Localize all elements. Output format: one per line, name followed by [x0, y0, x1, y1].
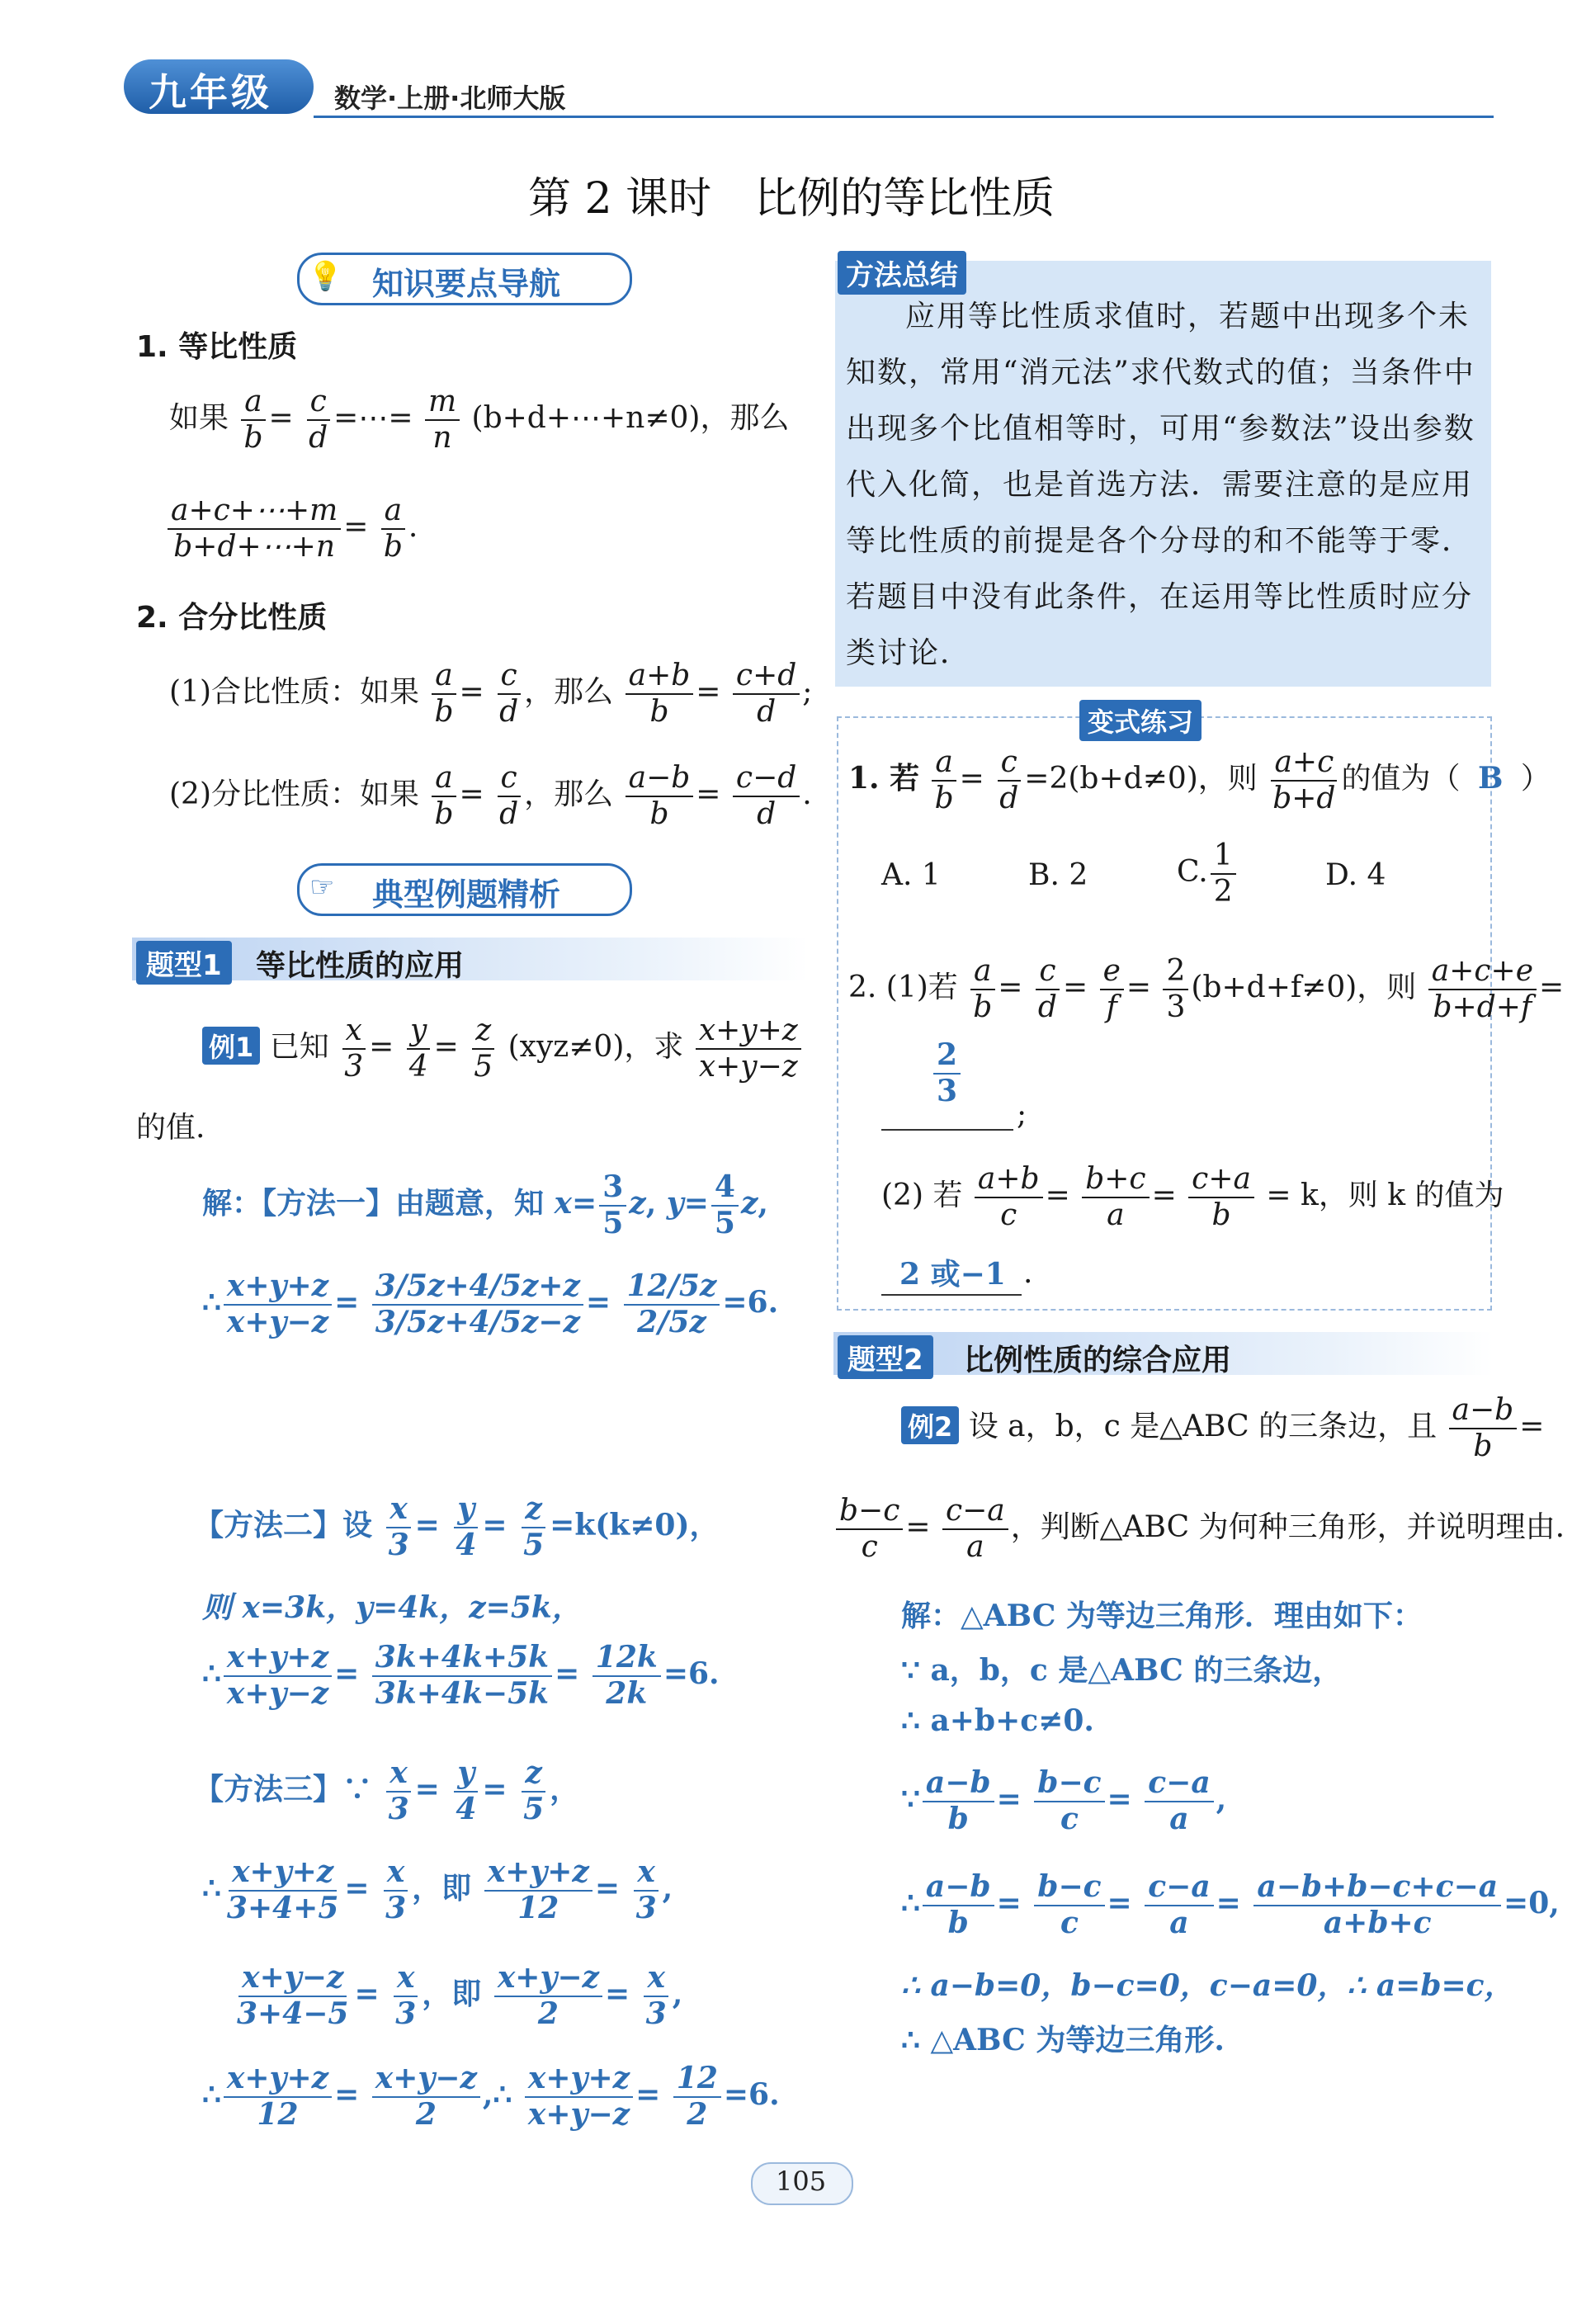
example2-badge: 例2: [901, 1406, 959, 1444]
practice-q2-1: 2. (1)若 $\frac{a}{b}$ = $\frac{c}{d}$ = $\frac{e}{f}$ = $\frac{2}{3}$ (b+d+f≠0)，则 $\frac{a+c+e}{b+d+f}$ =: [848, 954, 1565, 1024]
q1-option-c: C. $\frac{1}{2}$: [1177, 840, 1239, 908]
item2-1-formula: (1)合比性质：如果 $\frac{a}{b}$ = $\frac{c}{d}$ ，那么 $\frac{a+b}{b}$ = $\frac{c+d}{d}$ ;: [169, 659, 813, 729]
q1-option-a: A. 1: [881, 858, 941, 892]
example1-badge: 例1: [202, 1027, 260, 1065]
practice-q1: 1. 若 $\frac{a}{b}$ = $\frac{c}{d}$ =2(b+d≠0)，则 $\frac{a+c}{b+d}$ 的值为（ B ）: [848, 745, 1551, 815]
page-title: 第 2 课时 比例的等比性质: [528, 174, 1055, 224]
solution-method2-calc: ∴ $\frac{x+y+z}{x+y-z}$ = $\frac{3k+4k+5k}{3k+4k-5k}$ = $\frac{12k}{2k}$ =6.: [202, 1640, 720, 1711]
q2-1-semicolon: ;: [1017, 1098, 1027, 1131]
item1-formula: 如果 $\frac{a}{b}$ = $\frac{c}{d}$ =⋯= $\frac{m}{n}$ (b+d+⋯+n≠0)，那么: [169, 385, 790, 455]
section-heading-knowledge: 💡 知识要点导航: [297, 253, 632, 305]
solution-method3-line2: ∴ $\frac{x+y+z}{3+4+5}$ = $\frac{x}{3}$ ，即 $\frac{x+y+z}{12}$ = $\frac{x}{3}$ ,: [202, 1854, 673, 1925]
solution-method3-line4: ∴ $\frac{x+y+z}{12}$ = $\frac{x+y-z}{2}$ ,∴ $\frac{x+y+z}{x+y-z}$ = $\frac{12}{2}$ =6.: [202, 2061, 780, 2132]
type2-title: 比例性质的综合应用: [964, 1344, 1232, 1377]
example2-solution-4: ∵ $\frac{a-b}{b}$ = $\frac{b-c}{c}$ = $\frac{c-a}{a}$ ,: [901, 1765, 1227, 1836]
q1-option-d: D. 4: [1325, 858, 1386, 892]
method-summary-text: 应用等比性质求值时，若题中出现多个未知数，常用“消元法”求代数式的值；当条件中出现多个比值相等时，可用“参数法”设出参数代入化简，也是首选方法．需要注意的是应用等比性质的前提是各个分母的和不能等于零．若题目中没有此条件，在运用等比性质时应分类讨论．: [846, 300, 1475, 670]
practice-q2-2: (2) 若 $\frac{a+b}{c}$ = $\frac{b+c}{a}$ = $\frac{c+a}{b}$ = k，则 k 的值为: [881, 1162, 1504, 1232]
solution-method3: 【方法三】∵ $\frac{x}{3}$ = $\frac{y}{4}$ = $\frac{z}{5}$ ，: [194, 1755, 580, 1826]
section-heading-examples: ☞ 典型例题精析: [297, 863, 632, 916]
header-rule: [314, 116, 1494, 118]
item2-2-formula: (2)分比性质：如果 $\frac{a}{b}$ = $\frac{c}{d}$ ，那么 $\frac{a-b}{b}$ = $\frac{c-d}{d}$ .: [169, 761, 812, 831]
item1-conclusion: $\frac{a+c+\cdots+m}{b+d+\cdots+n}$ = $\frac{a}{b}$ .: [165, 495, 418, 563]
hand-pointer-icon: ☞: [309, 871, 335, 904]
q1-answer: B: [1477, 760, 1504, 796]
type1-title: 等比性质的应用: [256, 949, 465, 983]
solution-method2: 【方法二】设 $\frac{x}{3}$ = $\frac{y}{4}$ = $\frac{z}{5}$ =k(k≠0)，: [194, 1491, 720, 1562]
lightbulb-icon: 💡: [308, 260, 343, 293]
q2-1-answer: $\frac{2}{3}$: [881, 1040, 1013, 1131]
example2-statement-2: $\frac{b-c}{c}$ = $\frac{c-a}{a}$ ，判断△ABC 为何种三角形，并说明理由.: [833, 1495, 1565, 1563]
solution-method3-line3: $\frac{x+y-z}{3+4-5}$ = $\frac{x}{3}$ ，即 $\frac{x+y-z}{2}$ = $\frac{x}{3}$ ,: [237, 1960, 683, 2031]
practice-badge: 变式练习: [1079, 700, 1202, 741]
item1-title: 1. 等比性质: [136, 330, 298, 364]
type1-badge: 题型1: [136, 941, 232, 985]
solution-method1: 解：【方法一】由题意，知 x= $\frac{3}{5}$ z, y= $\frac{4}{5}$ z,: [202, 1169, 768, 1240]
example2-solution-2: ∵ a，b，c 是△ABC 的三条边，: [901, 1653, 1343, 1688]
example2-solution-5: ∴ $\frac{a-b}{b}$ = $\frac{b-c}{c}$ = $\frac{c-a}{a}$ = $\frac{a-b+b-c+c-a}{a+b+c}$ =0,: [901, 1869, 1560, 1940]
header: [124, 56, 1494, 122]
solution-method2-line2: 则 x=3k，y=4k，z=5k，: [202, 1590, 582, 1625]
book-subtitle: 数学·上册·北师大版: [334, 83, 566, 114]
type2-badge: 题型2: [838, 1335, 933, 1379]
example1-statement: 例1 已知 $\frac{x}{3}$ = $\frac{y}{4}$ = $\frac{z}{5}$ (xyz≠0)，求 $\frac{x+y+z}{x+y-z}$: [202, 1015, 804, 1083]
method-summary-badge: 方法总结: [838, 251, 966, 295]
example1-tail: 的值.: [136, 1111, 205, 1145]
q2-2-period: .: [1023, 1256, 1033, 1290]
example2-solution-6: ∴ a−b=0，b−c=0，c−a=0，∴ a=b=c，: [901, 1968, 1514, 2003]
example2-statement: 例2 设 a，b，c 是△ABC 的三条边，且 $\frac{a-b}{b}$ =: [901, 1395, 1544, 1462]
q2-2-answer: 2 或−1: [881, 1251, 1022, 1296]
q1-option-b: B. 2: [1028, 858, 1088, 892]
type1-banner: [132, 938, 809, 980]
example2-solution-1: 解：△ABC 为等边三角形．理由如下：: [901, 1599, 1423, 1633]
example2-solution-3: ∴ a+b+c≠0.: [901, 1703, 1094, 1738]
solution-method1-calc: ∴ $\frac{x+y+z}{x+y-z}$ = $\frac{3/5z+4/5z+z}{3/5z+4/5z-z}$ = $\frac{12/5z}{2/5z}$ =6.: [202, 1268, 779, 1339]
page-number: 105: [776, 2166, 827, 2197]
item2-title: 2. 合分比性质: [136, 601, 328, 635]
grade-badge-text: 九年级: [149, 70, 272, 115]
example2-solution-7: ∴ △ABC 为等边三角形.: [901, 2023, 1225, 2057]
